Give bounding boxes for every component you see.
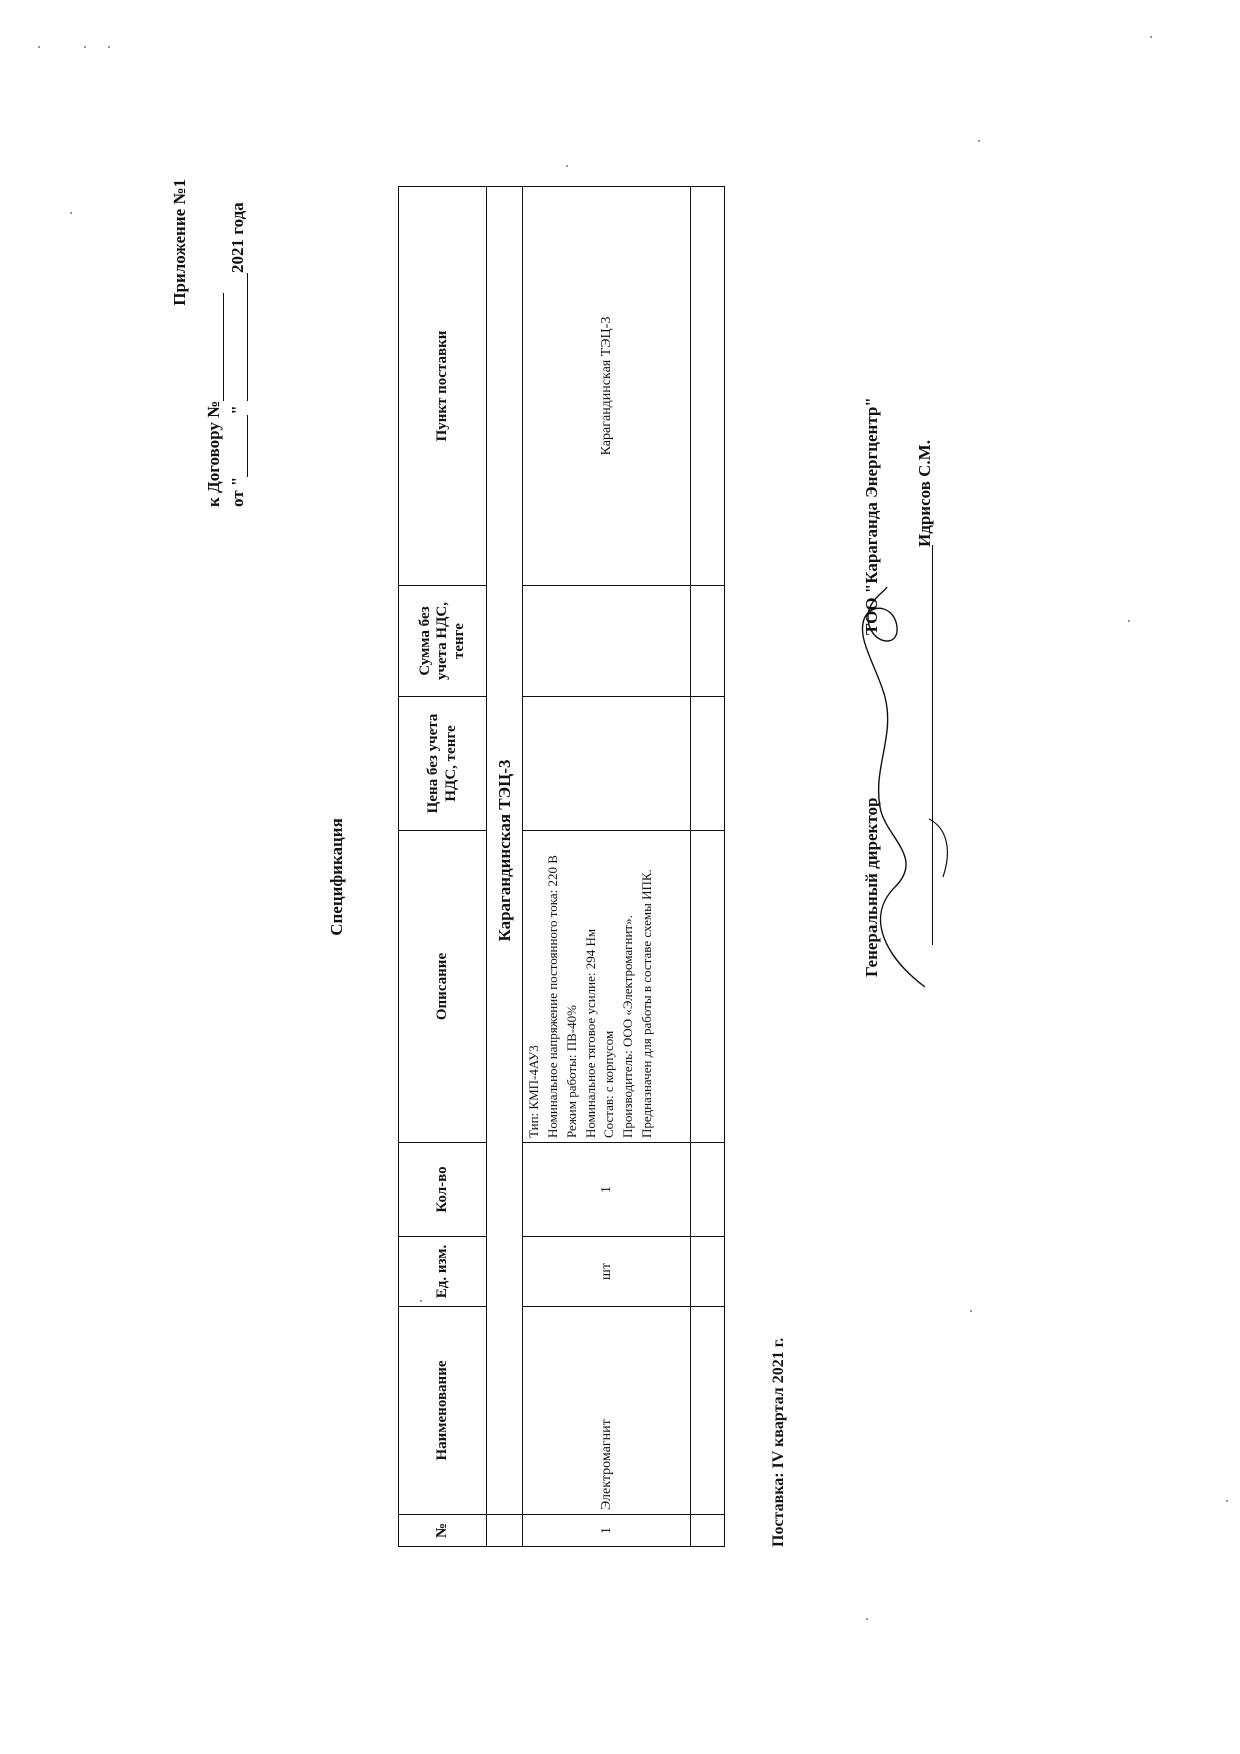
col-header-description: Описание [399,831,487,1143]
contract-prefix: к Договору № [204,400,223,507]
description-line: Состав: с корпусом [601,1030,617,1138]
signer-position: Генеральный директор [862,797,881,977]
row-name: Электромагнит [523,1307,691,1515]
scan-speck [1128,620,1130,622]
empty-cell [691,187,725,586]
contract-number-blank [208,293,224,401]
empty-cell [691,697,725,831]
row-unit: шт [523,1237,691,1307]
description-line: Режим работы: ПВ-40% [563,1005,579,1138]
handwritten-signature [825,577,955,997]
table-row-empty [691,187,725,1547]
specification-table [398,186,725,1547]
scan-speck [70,212,72,214]
date-prefix: от " [228,476,247,507]
date-month-blank [232,273,248,401]
delivery-period: Поставка: IV квартал 2021 г. [770,1337,787,1547]
signer-company: ТОО "Караганда Энергцентр" [862,397,881,635]
page-title: Спецификация [327,818,346,936]
row-qty: 1 [523,1143,691,1237]
date-suffix: 2021 года [228,202,247,273]
empty-cell [691,1307,725,1515]
description-line: Производитель: ООО «Электромагнит». [620,915,636,1138]
scan-speck [1226,1500,1228,1502]
col-header-qty: Кол-во [399,1143,487,1237]
table-header-row [399,187,487,1547]
appendix-label: Приложение №1 [170,179,189,306]
scan-speck [978,140,980,142]
empty-cell [691,1143,725,1237]
empty-cell [691,831,725,1143]
scan-speck [108,46,110,48]
scan-speck [84,46,86,48]
description-line: Предназначен для работы в составе схемы ИПК. [639,869,655,1138]
row-delivery-point: Карагандинская ТЭЦ-3 [523,187,691,586]
scan-speck [1150,36,1152,38]
section-spacer [487,1515,523,1547]
col-header-unit: Ед. изм. [399,1237,487,1307]
section-title: Карагандинская ТЭЦ-3 [487,187,523,1515]
empty-cell [691,1237,725,1307]
col-header-name: Наименование [399,1307,487,1515]
row-num: 1 [523,1515,691,1547]
scan-speck [566,165,568,167]
col-header-sum: Сумма без учета НДС, тенге [399,586,487,697]
date-mid: " [228,405,247,415]
description-line: Номинальное тяговое усилие: 294 Нм [582,928,598,1138]
scan-speck [38,46,40,48]
col-header-delivery-point: Пункт поставки [399,187,487,586]
row-description [523,831,691,1143]
contract-reference [204,293,224,507]
col-header-price: Цена без учета НДС, тенге [399,697,487,831]
row-price [523,697,691,831]
table-row [523,187,691,1547]
row-sum [523,586,691,697]
empty-cell [691,1515,725,1547]
empty-cell [691,586,725,697]
contract-date [228,202,248,507]
section-row [487,187,523,1547]
signer-name: Идрисов С.М. [915,440,934,547]
scan-speck [866,1618,868,1620]
date-day-blank [232,415,248,477]
col-header-num: № [399,1515,487,1547]
description-line: Тип: КМП-4АУ3 [526,1045,541,1138]
rotated-document [170,177,1070,1577]
description-line: Номинальное напряжение постоянного тока: 220 В [544,855,560,1138]
